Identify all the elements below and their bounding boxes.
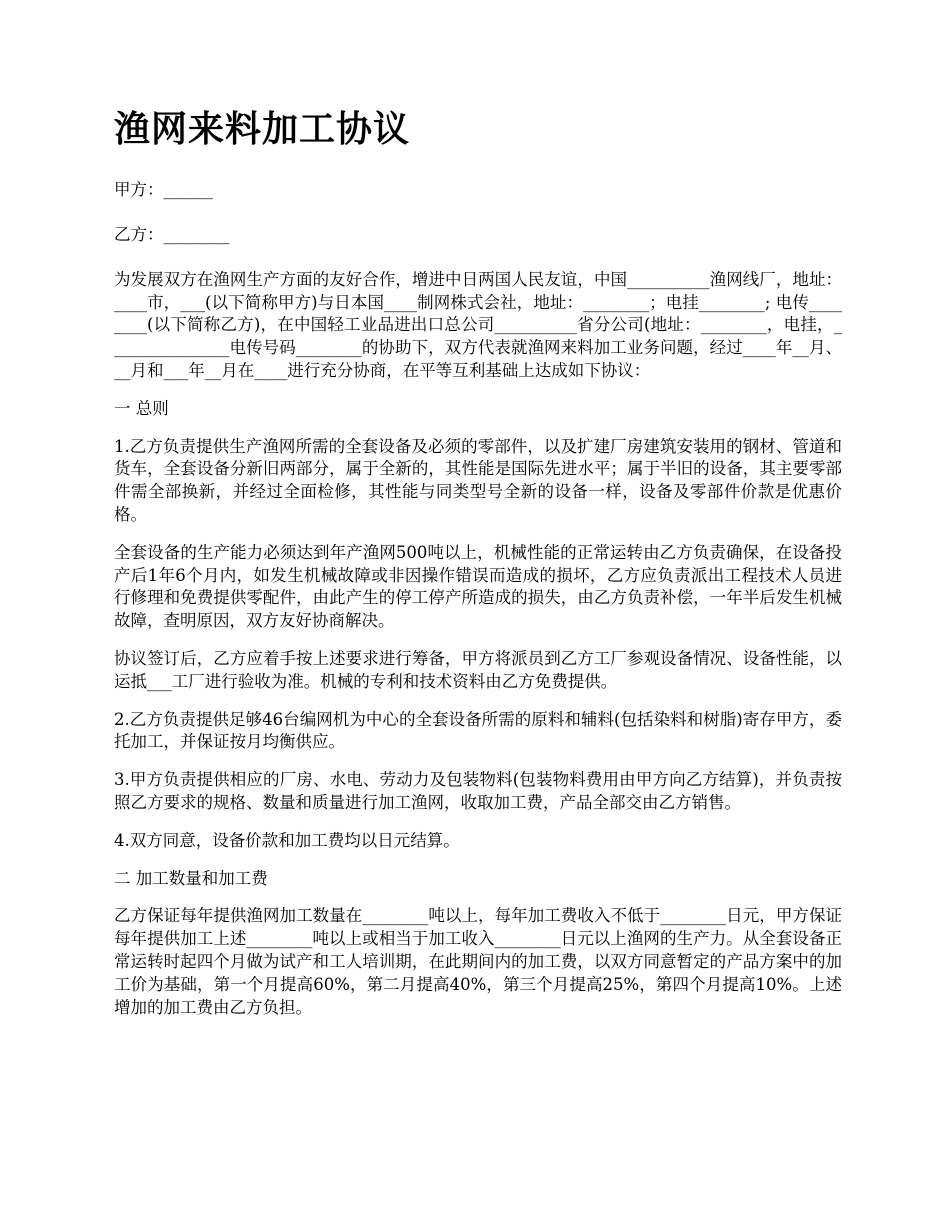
clause-paragraph: 4.双方同意，设备价款和加工费均以日元结算。 [114,830,460,850]
intro-paragraph: 为发展双方在渔网生产方面的友好合作，增进中日两国人民友谊，中国__________渔网线厂，地址：____市，___(以下简称甲方)与日本国____制网株式会社，地址：________；电挂________; 电传________(以下简称乙方)，在中国轻工业品进出口总公司__________省分公司(地址：________，电挂，_______________电传号码________的协助下，双方代表就渔网来料加工业务问题，经过____年__月、__月和___年__月在____进行充分协商，在平等互利基础上达成如下协议： [114,269,843,380]
document-title: 渔网来料加工协议 [114,108,411,150]
party-a-line: 甲方：______ [114,180,213,200]
clause-paragraph: 乙方保证每年提供渔网加工数量在________吨以上，每年加工费收入不低于________日元，甲方保证每年提供加工上述________吨以上或相当于加工收入________日元以上渔网的生产力。从全套设备正常运转时起四个月做为试产和工人培训期，在此期间内的加工费，以双方同意暂定的产品方案中的加工价为基础，第一个月提高60%，第二月提高40%，第三个月提高25%，第四个月提高10%。上述增加的加工费由乙方负担。 [114,906,842,1017]
section-heading-general: 一 总则 [114,398,169,418]
clause-paragraph: 2.乙方负责提供足够46台编网机为中心的全套设备所需的原料和辅料(包括染料和树脂)寄存甲方，委托加工，并保证按月均衡供应。 [114,709,842,752]
document-page [114,108,842,1034]
clause-paragraph: 协议签订后，乙方应着手按上述要求进行筹备，甲方将派员到乙方工厂参观设备情况、设备性能，以运抵___工厂进行验收为准。机械的专利和技术资料由乙方免费提供。 [114,648,842,691]
section-heading-processing-fee: 二 加工数量和加工费 [114,868,268,888]
party-b-line: 乙方：________ [114,224,230,244]
clause-paragraph: 全套设备的生产能力必须达到年产渔网500吨以上，机械性能的正常运转由乙方负责确保，在设备投产后1年6个月内，如发生机械故障或非因操作错误而造成的损坏，乙方应负责派出工程技术人员进行修理和免费提供零配件，由此产生的停工停产所造成的损失，由乙方负责补偿，一年半后发生机械故障，查明原因，双方友好协商解决。 [114,542,842,631]
clause-paragraph: 3.甲方负责提供相应的厂房、水电、劳动力及包装物料(包装物料费用由甲方向乙方结算)，并负责按照乙方要求的规格、数量和质量进行加工渔网，收取加工费，产品全部交由乙方销售。 [114,770,842,812]
clause-paragraph: 1.乙方负责提供生产渔网所需的全套设备及必须的零部件，以及扩建厂房建筑安装用的钢材、管道和货车，全套设备分新旧两部分，属于全新的，其性能是国际先进水平；属于半旧的设备，其主要零部件需全部换新，并经过全面检修，其性能与同类型号全新的设备一样，设备及零部件价款是优惠价格。 [114,436,842,524]
